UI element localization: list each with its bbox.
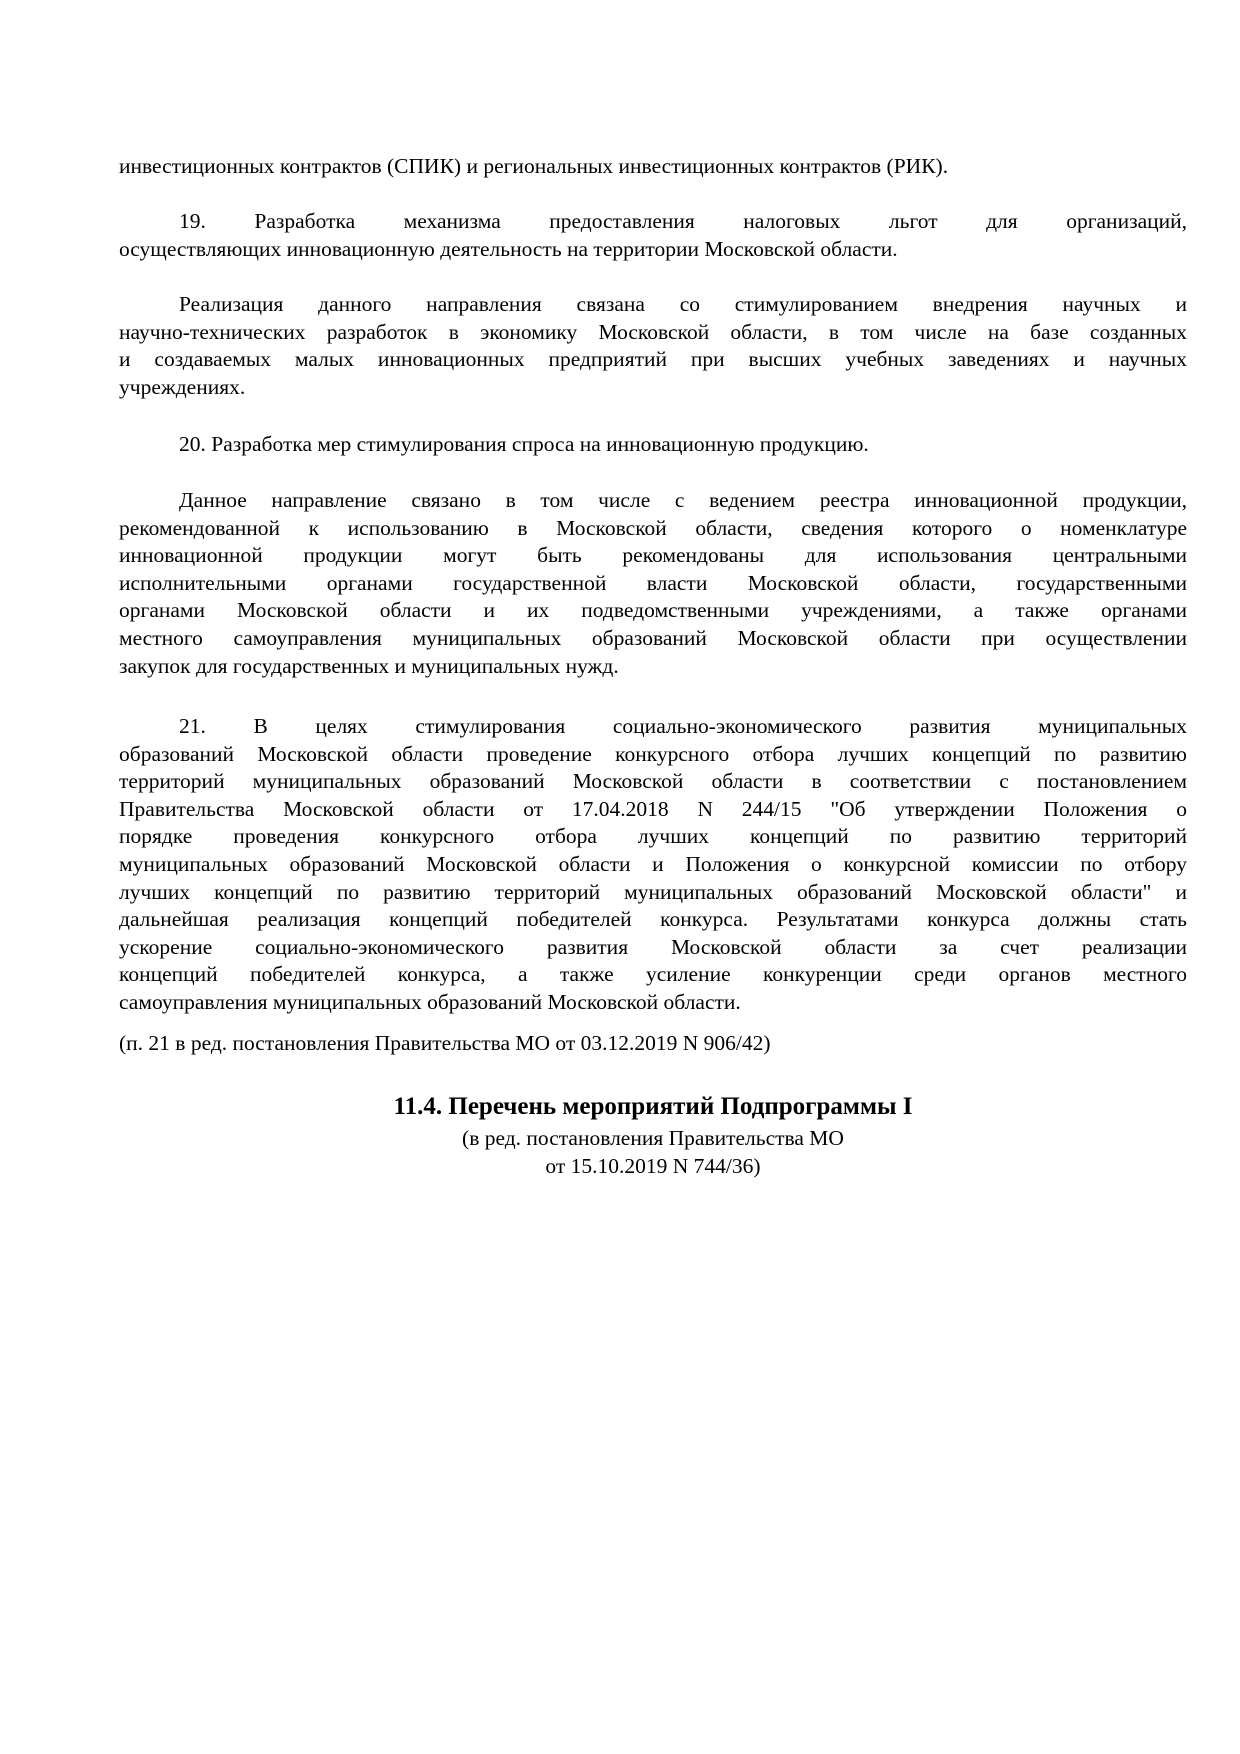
text-line: Данное направление связано в том числе с ведением реестра инновационной продукции,	[179, 488, 1187, 512]
text-line: местного самоуправления муниципальных образований Московской области при осуществлении	[119, 625, 1187, 650]
section-amendment-note-line1: (в ред. постановления Правительства МО	[462, 1126, 844, 1150]
text-line: исполнительными органами государственной власти Московской области, государственными	[119, 570, 1187, 595]
section-heading: 11.4. Перечень мероприятий Подпрограммы I	[393, 1093, 913, 1120]
paragraph-continuation	[119, 153, 1187, 181]
text-line: инновационной продукции могут быть рекомендованы для использования центральными	[119, 543, 1187, 568]
text-line: (п. 21 в ред. постановления Правительства МО от 03.12.2019 N 906/42)	[119, 1031, 771, 1055]
text-line: дальнейшая реализация концепций победителей конкурса. Результатами конкурса должны стать	[119, 907, 1187, 932]
text-line: порядке проведения конкурсного отбора лучших концепций по развитию территорий	[119, 824, 1187, 849]
text-line: учреждениях.	[119, 374, 246, 399]
text-line: лучших концепций по развитию территорий муниципальных образований Московской области" и	[119, 879, 1187, 904]
text-line: муниципальных образований Московской области и Положения о конкурсной комиссии по отбору	[119, 851, 1187, 876]
text-line: закупок для государственных и муниципальных нужд.	[119, 653, 619, 678]
text-line: органами Московской области и их подведомственными учреждениями, а также органами	[119, 598, 1187, 623]
paragraph-20-desc	[119, 487, 1187, 680]
text-line: 21. В целях стимулирования социально-экономического развития муниципальных	[179, 714, 1187, 738]
text-line: 20. Разработка мер стимулирования спроса на инновационную продукцию.	[179, 432, 869, 456]
text-line: инвестиционных контрактов (СПИК) и региональных инвестиционных контрактов (РИК).	[119, 154, 949, 178]
text-line: 19. Разработка механизма предоставления налоговых льгот для организаций,	[179, 209, 1187, 233]
text-line: Реализация данного направления связана со стимулированием внедрения научных и	[179, 292, 1187, 316]
text-line: Правительства Московской области от 17.04.2018 N 244/15 "Об утверждении Положения о	[119, 796, 1187, 821]
paragraph-19-desc	[119, 291, 1187, 401]
section-amendment-note-line2: от 15.10.2019 N 744/36)	[545, 1154, 761, 1178]
text-line: концепций победителей конкурса, а также усиление конкуренции среди органов местного	[119, 962, 1187, 987]
paragraph-19	[119, 208, 1187, 263]
text-line: образований Московской области проведение конкурсного отбора лучших концепций по развитию	[119, 741, 1187, 766]
text-line: территорий муниципальных образований Московской области в соответствии с постановлением	[119, 769, 1187, 794]
text-line: осуществляющих инновационную деятельность на территории Московской области.	[119, 236, 898, 261]
paragraph-21	[119, 713, 1187, 1017]
text-line: рекомендованной к использованию в Московской области, сведения которого о номенклатуре	[119, 515, 1187, 540]
paragraph-20	[119, 431, 1187, 459]
text-line: научно-технических разработок в экономику Московской области, в том числе на базе созданных	[119, 319, 1187, 344]
text-line: ускорение социально-экономического развития Московской области за счет реализации	[119, 934, 1187, 959]
text-line: и создаваемых малых инновационных предприятий при высших учебных заведениях и научных	[119, 347, 1187, 372]
text-line: самоуправления муниципальных образований Московской области.	[119, 989, 741, 1014]
paragraph-21-note	[119, 1030, 1187, 1058]
